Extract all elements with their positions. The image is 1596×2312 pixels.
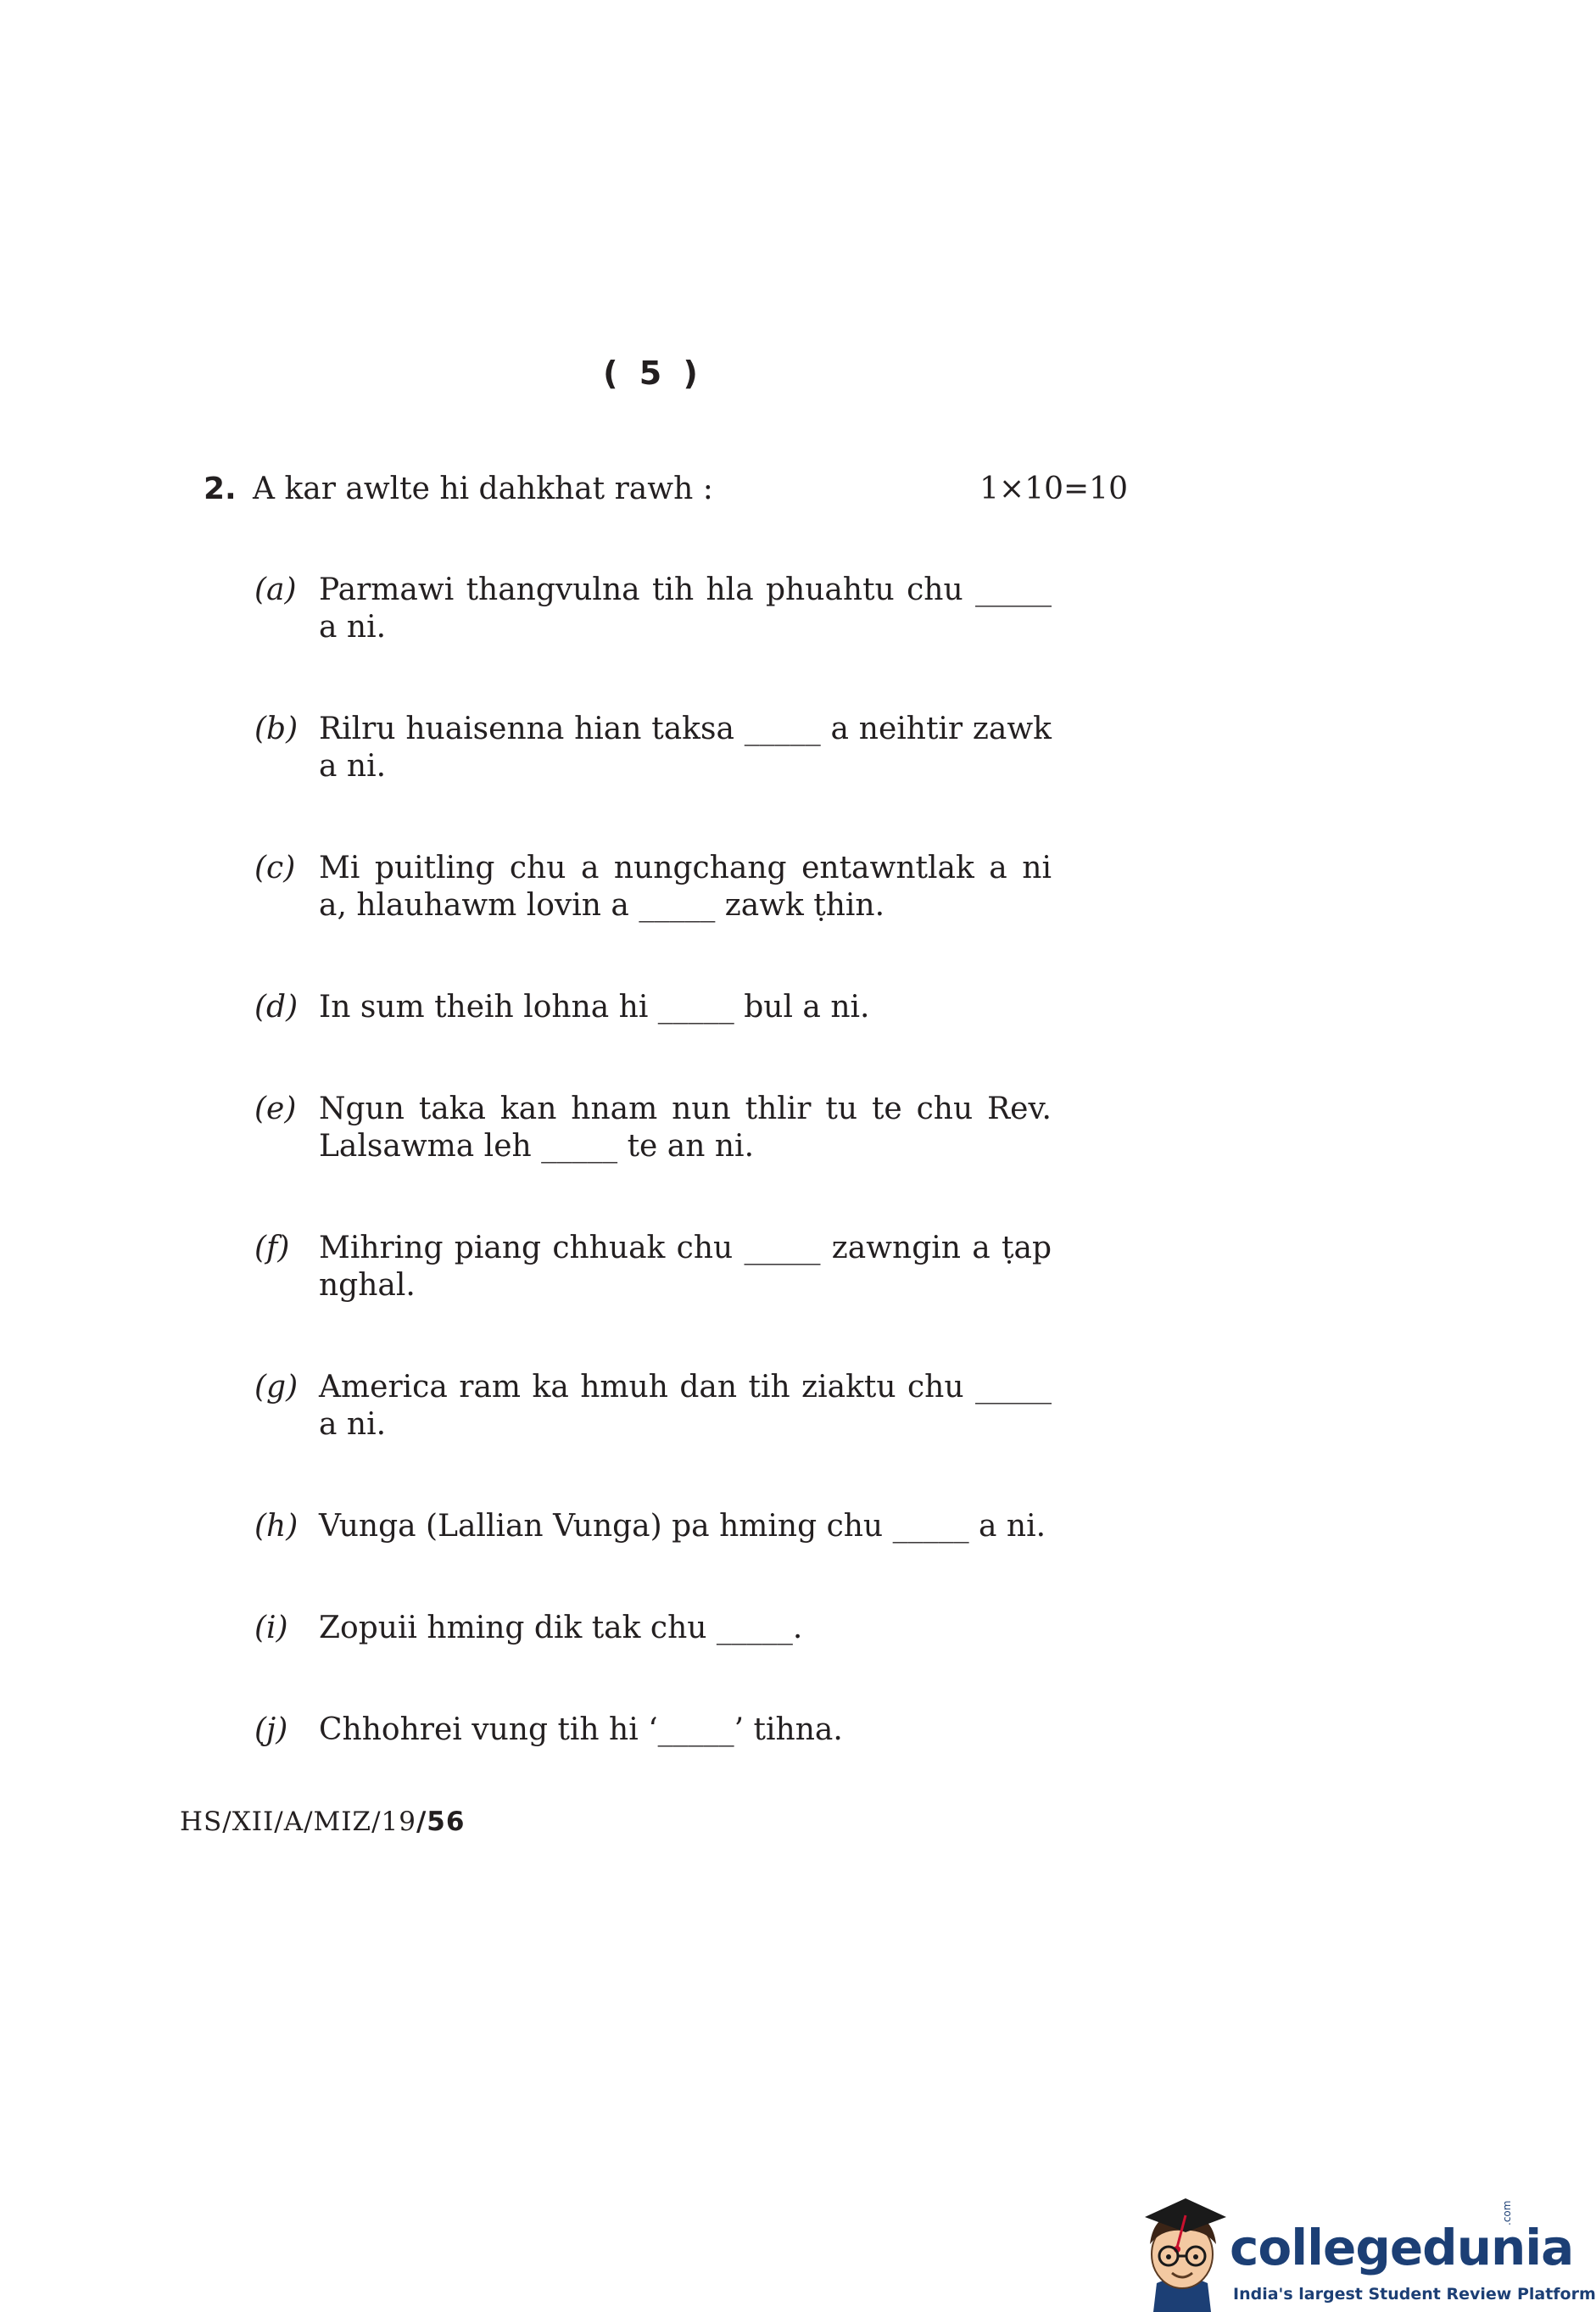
question-item-h bbox=[254, 1508, 1052, 1545]
item-text: In sum theih lohna hi _____ bul a ni. bbox=[319, 990, 870, 1025]
paper-code-text: HS/XII/A/MIZ/19 bbox=[180, 1807, 416, 1837]
page-number: ( 5 ) bbox=[603, 355, 703, 392]
item-label: (g) bbox=[254, 1370, 299, 1405]
item-text: Rilru huaisenna hian taksa _____ a neihtir zawk a ni. bbox=[319, 712, 1052, 784]
brand-domain: .com bbox=[1501, 2200, 1513, 2225]
item-label: (d) bbox=[254, 990, 299, 1025]
question-instruction: A kar awlte hi dahkhat rawh : bbox=[253, 472, 713, 506]
question-number: 2. bbox=[204, 472, 237, 506]
question-item-c bbox=[254, 850, 1052, 924]
item-label: (e) bbox=[254, 1092, 297, 1126]
question-item-a bbox=[254, 572, 1052, 646]
item-text: America ram ka hmuh dan tih ziaktu chu _____ a ni. bbox=[319, 1370, 1052, 1442]
item-text: Zopuii hming dik tak chu _____. bbox=[319, 1611, 803, 1645]
item-text: Ngun taka kan hnam nun thlir tu te chu Rev. Lalsawma leh _____ te an ni. bbox=[319, 1092, 1052, 1164]
student-mascot-icon bbox=[1128, 2188, 1238, 2312]
item-label: (j) bbox=[254, 1712, 288, 1747]
item-text: Vunga (Lallian Vunga) pa hming chu _____ a ni. bbox=[319, 1509, 1046, 1544]
item-label: (c) bbox=[254, 851, 296, 885]
item-text: Mihring piang chhuak chu _____ zawngin a ṭap nghal. bbox=[319, 1231, 1052, 1303]
question-item-b bbox=[254, 711, 1052, 785]
item-label: (h) bbox=[254, 1509, 299, 1544]
paper-code-page: /56 bbox=[416, 1807, 466, 1837]
question-marks: 1×10=10 bbox=[979, 472, 1128, 506]
question-header bbox=[204, 472, 1128, 514]
question-item-e bbox=[254, 1091, 1052, 1165]
question-item-g bbox=[254, 1369, 1052, 1444]
item-text: Mi puitling chu a nungchang entawntlak a ni a, hlauhawm lovin a _____ zawk ṭhin. bbox=[319, 851, 1052, 923]
item-text: Parmawi thangvulna tih hla phuahtu chu _____ a ni. bbox=[319, 572, 1052, 645]
item-label: (a) bbox=[254, 572, 297, 607]
item-label: (b) bbox=[254, 712, 299, 746]
brand-tagline: India's largest Student Review Platform bbox=[1233, 2285, 1596, 2304]
item-label: (f) bbox=[254, 1231, 290, 1265]
brand-name: collegedunia bbox=[1230, 2219, 1574, 2276]
paper-code bbox=[180, 1807, 465, 1837]
question-item-i bbox=[254, 1610, 1052, 1647]
item-label: (i) bbox=[254, 1611, 288, 1645]
question-item-f bbox=[254, 1230, 1052, 1304]
question-item-d bbox=[254, 989, 1052, 1026]
item-text: Chhohrei vung tih hi ‘_____’ tihna. bbox=[319, 1712, 843, 1747]
collegedunia-watermark bbox=[1128, 2188, 1596, 2312]
question-item-j bbox=[254, 1712, 1052, 1749]
